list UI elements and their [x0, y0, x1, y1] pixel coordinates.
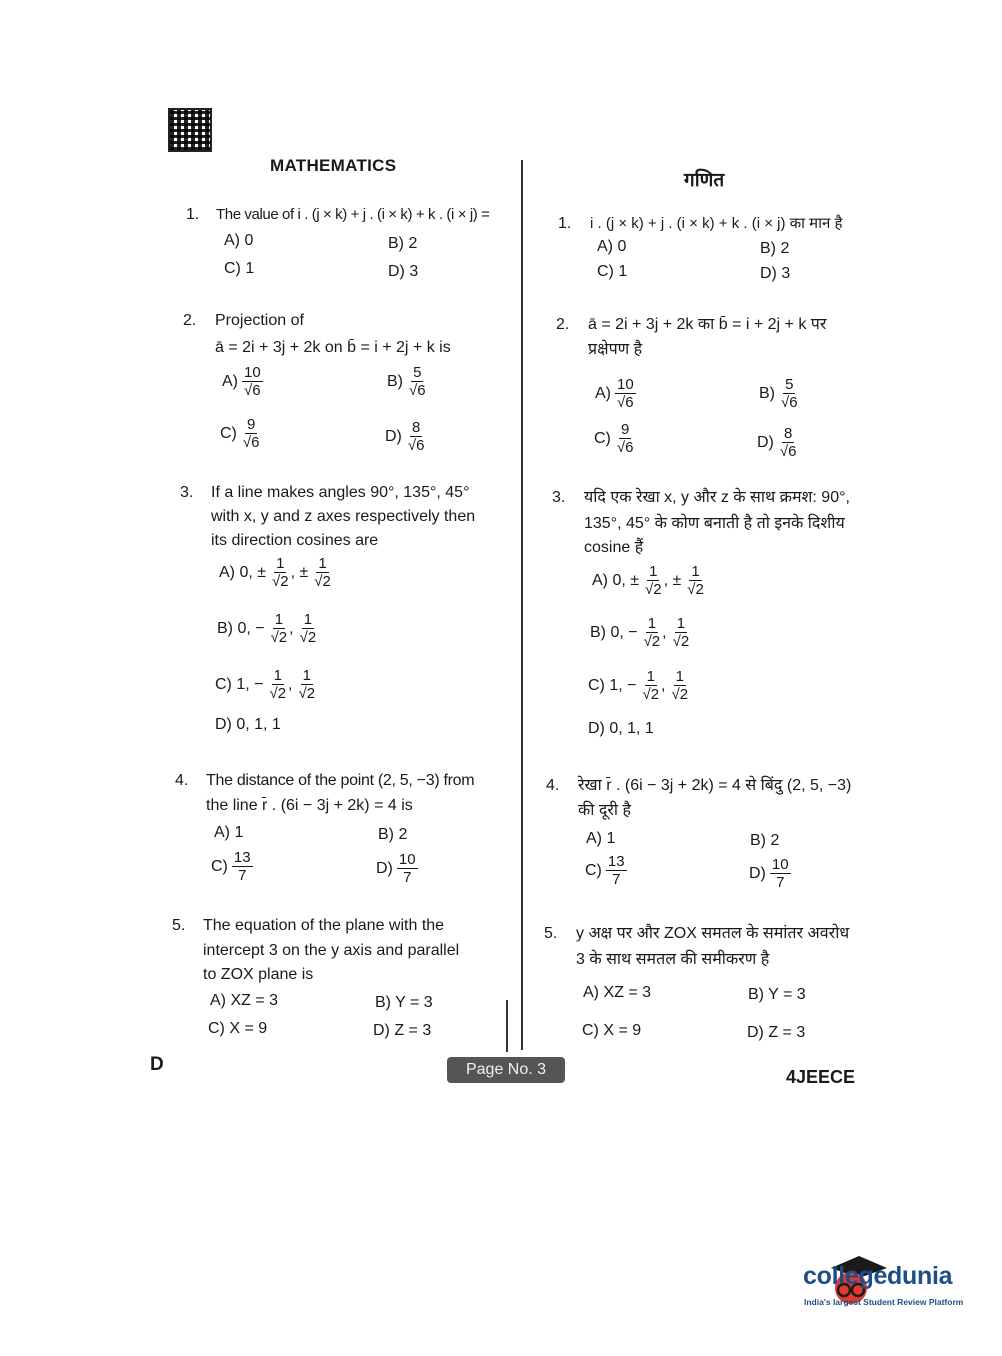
hi-q3-option-b: B) 0, − $\frac{1}{√2}$ , $\frac{1}{√2}$: [590, 615, 690, 650]
hi-q4-number: 4.: [546, 777, 560, 794]
en-q3-text-line1: If a line makes angles 90°, 135°, 45°: [211, 484, 470, 501]
logo-wordmark: collegedunia: [803, 1262, 953, 1290]
hi-q4-option-a: A) 1: [586, 830, 616, 847]
en-q5-number: 5.: [172, 917, 186, 934]
column-divider: [521, 160, 523, 1050]
hi-q3-number: 3.: [552, 489, 566, 506]
en-q4-text-line2: the line r̄ . (6i − 3j + 2k) = 4 is: [206, 797, 413, 814]
hi-q4-option-c: C) $\frac{13}{7}$: [585, 853, 625, 888]
exam-code: 4JEECE: [786, 1067, 856, 1087]
booklet-set-letter: D: [150, 1054, 164, 1075]
hi-q3-text-line2: 135°, 45° के कोण बनाती है तो इनके दिशीय: [584, 515, 845, 532]
qr-code: [168, 108, 212, 152]
hi-q2-option-a: A) $\frac{10}{√6}$: [595, 376, 634, 411]
hi-q1-option-c: C) 1: [597, 263, 628, 280]
title-english: MATHEMATICS: [270, 156, 397, 175]
hi-q3-option-a: A) 0, ± $\frac{1}{√2}$ , ± $\frac{1}{√2}$: [592, 563, 704, 598]
en-q3-option-d: D) 0, 1, 1: [215, 716, 281, 733]
hi-q4-option-d: D) $\frac{10}{7}$: [749, 856, 789, 891]
hi-q3-text-line1: यदि एक रेखा x, y और z के साथ क्रमश: 90°,: [584, 489, 850, 506]
en-q5-text-line3: to ZOX plane is: [203, 966, 314, 983]
en-q3-option-c: C) 1, − $\frac{1}{√2}$ , $\frac{1}{√2}$: [215, 667, 316, 702]
hi-q5-option-d: D) Z = 3: [747, 1024, 806, 1041]
en-q2-option-b: B) $\frac{5}{√6}$: [387, 364, 426, 399]
en-q1-option-d: D) 3: [388, 263, 419, 280]
en-q5-option-a: A) XZ = 3: [210, 992, 279, 1009]
en-q5-option-b: B) Y = 3: [375, 994, 433, 1011]
en-q5-option-c: C) X = 9: [208, 1020, 268, 1037]
en-q4-option-b: B) 2: [378, 826, 408, 843]
en-q1-text: The value of i . (j × k) + j . (i × k) + k . (i × j) =: [216, 206, 490, 223]
en-q2-option-d: D) $\frac{8}{√6}$: [385, 419, 425, 454]
hi-q1-option-d: D) 3: [760, 265, 791, 282]
en-q3-option-b: B) 0, − $\frac{1}{√2}$ , $\frac{1}{√2}$: [217, 611, 317, 646]
hi-q2-text-line2: प्रक्षेपण है: [588, 341, 643, 358]
en-q5-text-line2: intercept 3 on the y axis and parallel: [203, 942, 460, 959]
logo-tagline: India's largest Student Review Platform: [804, 1297, 964, 1307]
en-q2-number: 2.: [183, 312, 197, 329]
hi-q2-option-c: C) $\frac{9}{√6}$: [594, 421, 634, 456]
hi-q3-text-line3: cosine हैं: [584, 539, 644, 556]
hi-q5-option-c: C) X = 9: [582, 1022, 642, 1039]
en-q1-option-a: A) 0: [224, 232, 254, 249]
page-number: Page No. 3: [447, 1057, 565, 1083]
hi-q1-number: 1.: [558, 215, 572, 232]
hi-q2-number: 2.: [556, 316, 570, 333]
hi-q5-option-b: B) Y = 3: [748, 986, 806, 1003]
hi-q4-option-b: B) 2: [750, 832, 780, 849]
title-hindi: गणित: [684, 170, 725, 191]
en-q3-text-line3: its direction cosines are: [211, 532, 379, 549]
hi-q5-text-line2: 3 के साथ समतल की समीकरण है: [576, 951, 770, 968]
hi-q1-option-b: B) 2: [760, 240, 790, 257]
hi-q1-option-a: A) 0: [597, 238, 627, 255]
en-q2-option-c: C) $\frac{9}{√6}$: [220, 416, 260, 451]
en-q4-number: 4.: [175, 772, 189, 789]
en-q4-option-a: A) 1: [214, 824, 244, 841]
hi-q5-number: 5.: [544, 925, 558, 942]
en-q3-number: 3.: [180, 484, 194, 501]
en-q4-option-d: D) $\frac{10}{7}$: [376, 851, 416, 886]
hi-q5-option-a: A) XZ = 3: [583, 984, 652, 1001]
en-q1-option-b: B) 2: [388, 235, 418, 252]
en-q1-option-c: C) 1: [224, 260, 255, 277]
column-divider-lower: [506, 1000, 508, 1052]
en-q3-option-a: A) 0, ± $\frac{1}{√2}$ , ± $\frac{1}{√2}$: [219, 555, 331, 590]
hi-q2-option-d: D) $\frac{8}{√6}$: [757, 425, 797, 460]
en-q1-number: 1.: [186, 206, 200, 223]
hi-q1-text: i . (j × k) + j . (i × k) + k . (i × j) का मान है: [590, 215, 843, 232]
hi-q4-text-line2: की दूरी है: [578, 802, 632, 819]
en-q2-option-a: A) $\frac{10}{√6}$: [222, 364, 261, 399]
hi-q4-text-line1: रेखा r̄ . (6i − 3j + 2k) = 4 से बिंदु (2, 5, −3): [578, 777, 852, 794]
en-q2-text-line1: Projection of: [215, 312, 304, 329]
hi-q3-option-d: D) 0, 1, 1: [588, 720, 654, 737]
hi-q5-text-line1: y अक्ष पर और ZOX समतल के समांतर अवरोध: [576, 925, 850, 942]
hi-q2-text-line1: ā = 2i + 3j + 2k का b̄ = i + 2j + k पर: [588, 316, 827, 333]
hi-q3-option-c: C) 1, − $\frac{1}{√2}$ , $\frac{1}{√2}$: [588, 668, 689, 703]
hi-q2-option-b: B) $\frac{5}{√6}$: [759, 376, 798, 411]
en-q2-text-line2: ā = 2i + 3j + 2k on b̄ = i + 2j + k is: [215, 339, 451, 356]
en-q5-text-line1: The equation of the plane with the: [203, 917, 445, 934]
en-q5-option-d: D) Z = 3: [373, 1022, 432, 1039]
en-q4-option-c: C) $\frac{13}{7}$: [211, 849, 251, 884]
en-q3-text-line2: with x, y and z axes respectively then: [211, 508, 476, 525]
en-q4-text-line1: The distance of the point (2, 5, −3) from: [206, 772, 475, 789]
